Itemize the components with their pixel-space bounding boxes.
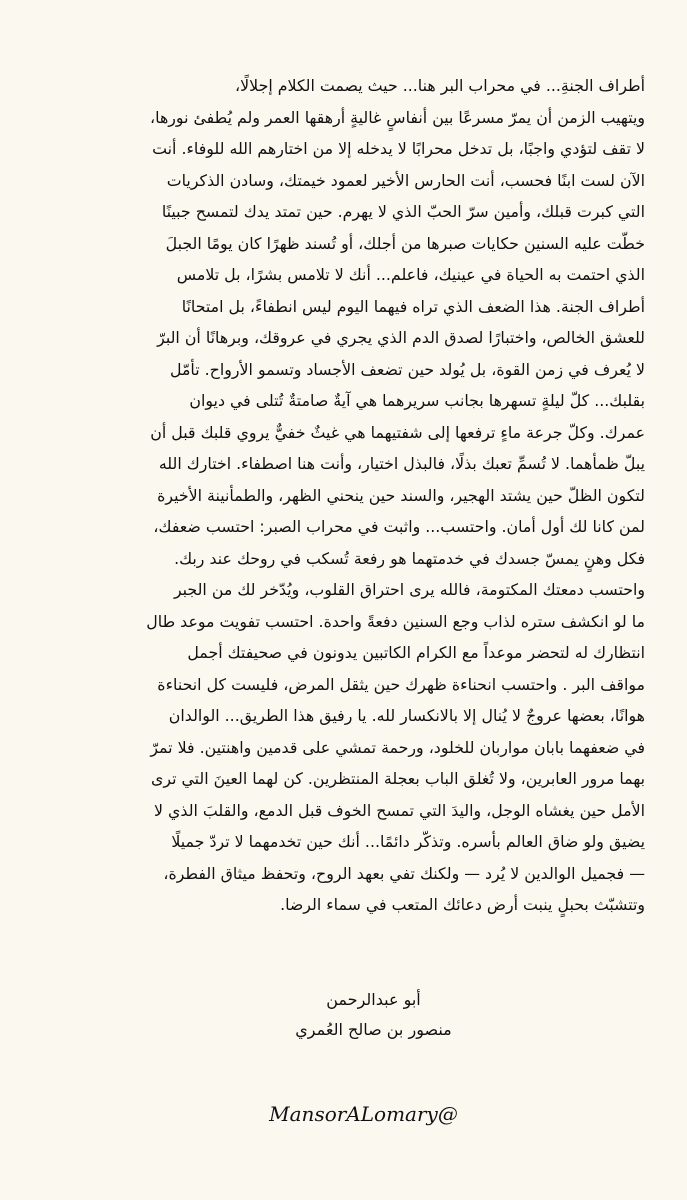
article-line: يبلّ ظمأهما. لا تُسمِّ تعبك بذلًا، فالبذل اختيار، وأنت هنا اصطفاء. اختارك الله xyxy=(158,454,645,473)
article-line: عمرك. وكلّ جرعة ماءٍ ترفعها إلى شفتيهما هي غيثٌ خفيٌّ يروي قلبك قبل أن xyxy=(150,422,645,442)
author-kunya: أبو عبدالرحمن xyxy=(326,990,421,1009)
article-line: فكل وهنٍ يمسّ جسدك في خدمتهما هو رفعة تُسكب في روحك عند ربك. xyxy=(174,548,645,568)
article-line: خطّت عليه السنين حكايات صبرها من أجلك، أو تُسند ظهرًا كان يومًا الجبلَ xyxy=(165,233,645,253)
article-line: مواقف البر . واحتسب انحناءة ظهرك حين يثقل المرض، فليست كل انحناءة xyxy=(157,674,645,694)
social-handle: MansorALomary@ xyxy=(269,1102,458,1126)
article-line: التي كبرت قبلك، وأمين سرّ الحبّ الذي لا يهرم. حين تمتد يدك لتمسح جبينًا xyxy=(161,202,645,221)
article-line: بقلبك... كلّ ليلةٍ تسهرها بجانب سريرهما هي آيةٌ صامتةٌ تُتلى في ديوان xyxy=(189,391,645,410)
article-line: في ضعفهما بابان مواربان للخلود، ورحمة تمشي على قدمين واهنتين. فلا تمرّ xyxy=(150,737,645,757)
article-body xyxy=(50,70,645,921)
article-line: لا يُعرف في زمن القوة، بل يُولد حين تضعف الأجساد وتسمو الأرواح. تأمّل xyxy=(170,359,645,379)
article-line: واحتسب دمعتك المكتومة، فالله يرى احتراق القلوب، ويُدّخر لك من الجبر xyxy=(173,580,645,599)
article-line: بهما مرور العابرين، ولا تُغلق الباب بعجلة المنتظرين. كن لهما العينَ التي ترى xyxy=(150,769,645,788)
author-full-name: منصور بن صالح العُمري xyxy=(295,1020,452,1039)
article-line: أطراف الجنة. هذا الضعف الذي تراه فيهما اليوم ليس انطفاءً، بل امتحانًا xyxy=(181,296,645,316)
article-line: لتكون الظلّ حين يشتد الهجير، والسند حين ينحني الظهر، والطمأنينة الأخيرة xyxy=(157,485,645,505)
author-signature xyxy=(0,985,687,1045)
article-line: — فجميل الوالدين لا يُرد — ولكنك تفي بعهد الروح، وتحفظ ميثاق الفطرة، xyxy=(163,863,645,883)
article-line: هوانًا، بعضها عروجٌ لا يُنال إلا بالانكسار لله. يا رفيق هذا الطريق... الوالدان xyxy=(168,706,645,725)
article-line: انتظارك له لتحضر موعداً مع الكرام الكاتبين يدونون في صحيفتك أجمل xyxy=(187,643,645,662)
article-line: الأمل حين يغشاه الوجل، واليدَ التي تمسح الخوف قبل الدمع، والقلبَ الذي لا xyxy=(154,800,645,820)
article-line: لا تقف لتؤدي واجبًا، بل تدخل محرابًا لا يدخله إلا من اختارهم الله للوفاء. أنت xyxy=(152,139,645,158)
article-line: الآن لست ابنًا فحسب، أنت الحارس الأخير لعمود خيمتك، وسادن الذكريات xyxy=(166,170,645,190)
article-line: أطراف الجنةِ... في محراب البر هنا... حيث يصمت الكلام إجلالًا، xyxy=(235,76,645,95)
article-line: ما لو انكشف ستره لذاب وجع السنين دفعةً واحدة. احتسب تفويت موعد طال xyxy=(146,611,645,631)
article-line: وتتشبّث بحبلٍ ينبت أرض دعائك المتعب في سماء الرضا. xyxy=(280,895,645,914)
article-line: للعشق الخالص، واختبارًا لصدق الدم الذي يجري في عروقك، وبرهانًا أن البرّ xyxy=(157,328,645,347)
article-line: لمن كانا لك أول أمان. واحتسب... واثبت في محراب الصبر: احتسب ضعفك، xyxy=(153,517,645,536)
article-line: الذي احتمت به الحياة في عينيك، فاعلم... أنك لا تلامس بشرًا، بل تلامس xyxy=(176,265,645,284)
article-line: ويتهيب الزمن أن يمرّ مسرعًا بين أنفاسٍ غاليةٍ أرهقها العمر ولم يُطفئ نورها، xyxy=(150,107,645,127)
article-line: يضيق ولو ضاق العالم بأسره. وتذكّر دائمًا... أنك حين تخدمهما لا تردّ جميلًا xyxy=(171,832,645,851)
